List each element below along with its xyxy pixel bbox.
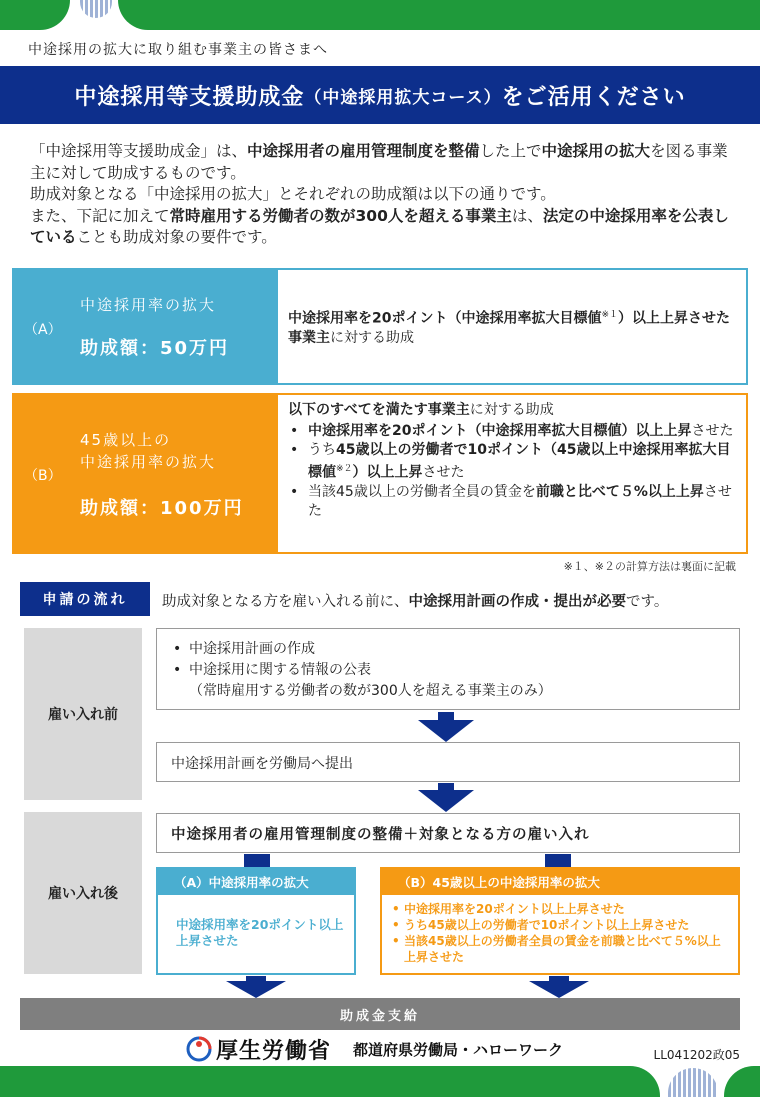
flow-lead: 助成対象となる方を雇い入れる前に、中途採用計画の作成・提出が必要です。 (162, 594, 669, 610)
course-b-req-1: • 中途採用率を20ポイント（中途採用率拡大目標値）以上上昇させた (288, 422, 736, 441)
sub-course-a-head: （A）中途採用率の拡大 (158, 869, 354, 895)
course-b-description (278, 395, 746, 552)
after-hire-label: 雇い入れ後 (24, 812, 142, 974)
course-b-header (14, 395, 278, 552)
sub-course-b-item-1: • 中途採用率を20ポイント以上上昇させた (392, 901, 730, 917)
course-a-amount: 助成額：50万円 (80, 338, 230, 359)
step-plan-note: （常時雇用する労働者の数が300人を超える事業主のみ） (189, 683, 552, 699)
before-hire-label: 雇い入れ前 (24, 628, 142, 800)
course-b-name-line1: 45歳以上の (80, 431, 172, 449)
title-main: 中途採用等支援助成金 (74, 84, 305, 110)
intro-paragraph-3: また、下記に加えて常時雇用する労働者の数が300人を超える事業主は、法定の中途採用率を公表していることも助成対象の要件です。 (30, 206, 729, 246)
footer-logo-row (186, 1034, 563, 1064)
course-b-name-line2: 中途採用率の拡大 (80, 453, 217, 471)
ministry-name: 厚生労働省 (216, 1038, 332, 1064)
title-sub: （中途採用拡大コース） (304, 87, 502, 108)
step-submit: 中途採用計画を労働局へ提出 (156, 742, 740, 782)
step-plan-item-2: 中途採用に関する情報の公表 (189, 662, 371, 678)
flow-arrow-a (226, 976, 286, 998)
office-name: 都道府県労働局・ハローワーク (353, 1040, 564, 1059)
page-subtitle: 中途採用の拡大に取り組む事業主の皆さまへ (28, 42, 328, 58)
sub-course-a-body: 中途採用率を20ポイント以上上昇させた (176, 917, 344, 948)
sub-course-b-head: （B）45歳以上の中途採用率の拡大 (382, 869, 738, 895)
document-code: LL041202政05 (653, 1048, 740, 1062)
intro-text (30, 141, 740, 249)
sub-course-b (380, 867, 740, 975)
sub-course-b-body (382, 895, 738, 965)
footnote: ※１、※２の計算方法は裏面に記載 (563, 560, 736, 573)
course-b-label: （B） (24, 468, 62, 484)
top-decor-bar (0, 0, 760, 30)
course-b-amount: 助成額：100万円 (80, 498, 244, 519)
course-a-header (14, 270, 278, 383)
flow-arrow-b (529, 976, 589, 998)
course-b-req-2: • うち45歳以上の労働者で10ポイント（45歳以上中途採用率拡大目標値$^{※2}$）以上上昇させた (288, 441, 736, 483)
connector-b (545, 854, 571, 867)
course-a-label: （A） (24, 322, 62, 338)
course-b-box (12, 393, 748, 554)
intro-paragraph-2: 助成対象となる「中途採用の拡大」とそれぞれの助成額は以下の通りです。 (30, 185, 556, 203)
sub-course-b-item-3: • 当該45歳以上の労働者全員の賃金を前職と比べて５%以上上昇させた (392, 933, 730, 965)
course-a-name: 中途採用率の拡大 (80, 296, 217, 314)
step-plan: 中途採用計画の作成 中途採用に関する情報の公表 （常時雇用する労働者の数が300人を超える事業主のみ） • • (156, 628, 740, 710)
step-hire: 中途採用者の雇用管理制度の整備＋対象となる方の雇い入れ (156, 813, 740, 853)
title-end: をご活用ください (501, 84, 686, 110)
course-b-lead: 以下のすべてを満たす事業主に対する助成 (288, 402, 554, 418)
intro-paragraph-1: 「中途採用等支援助成金」は、中途採用者の雇用管理制度を整備した上で中途採用の拡大を図る事業主に対して助成するものです。 (30, 142, 728, 182)
course-a-box (12, 268, 748, 385)
ministry-logo-icon (186, 1036, 212, 1062)
flow-tag: 申請の流れ (20, 582, 150, 616)
step-plan-item-1: 中途採用計画の作成 (189, 641, 315, 657)
page-title (0, 66, 760, 124)
bottom-decor-bar (0, 1066, 760, 1097)
course-b-req-3: • 当該45歳以上の労働者全員の賃金を前職と比べて５%以上上昇させた (288, 483, 736, 521)
sub-course-b-item-2: • うち45歳以上の労働者で10ポイント以上上昇させた (392, 917, 730, 933)
course-a-description: 中途採用率を20ポイント（中途採用率拡大目標値$^{※1}$）以上上昇させた事業主に対する助成 (288, 310, 731, 346)
sub-course-a (156, 867, 356, 975)
connector-a (244, 854, 270, 867)
payment-bar: 助成金支給 (20, 998, 740, 1030)
